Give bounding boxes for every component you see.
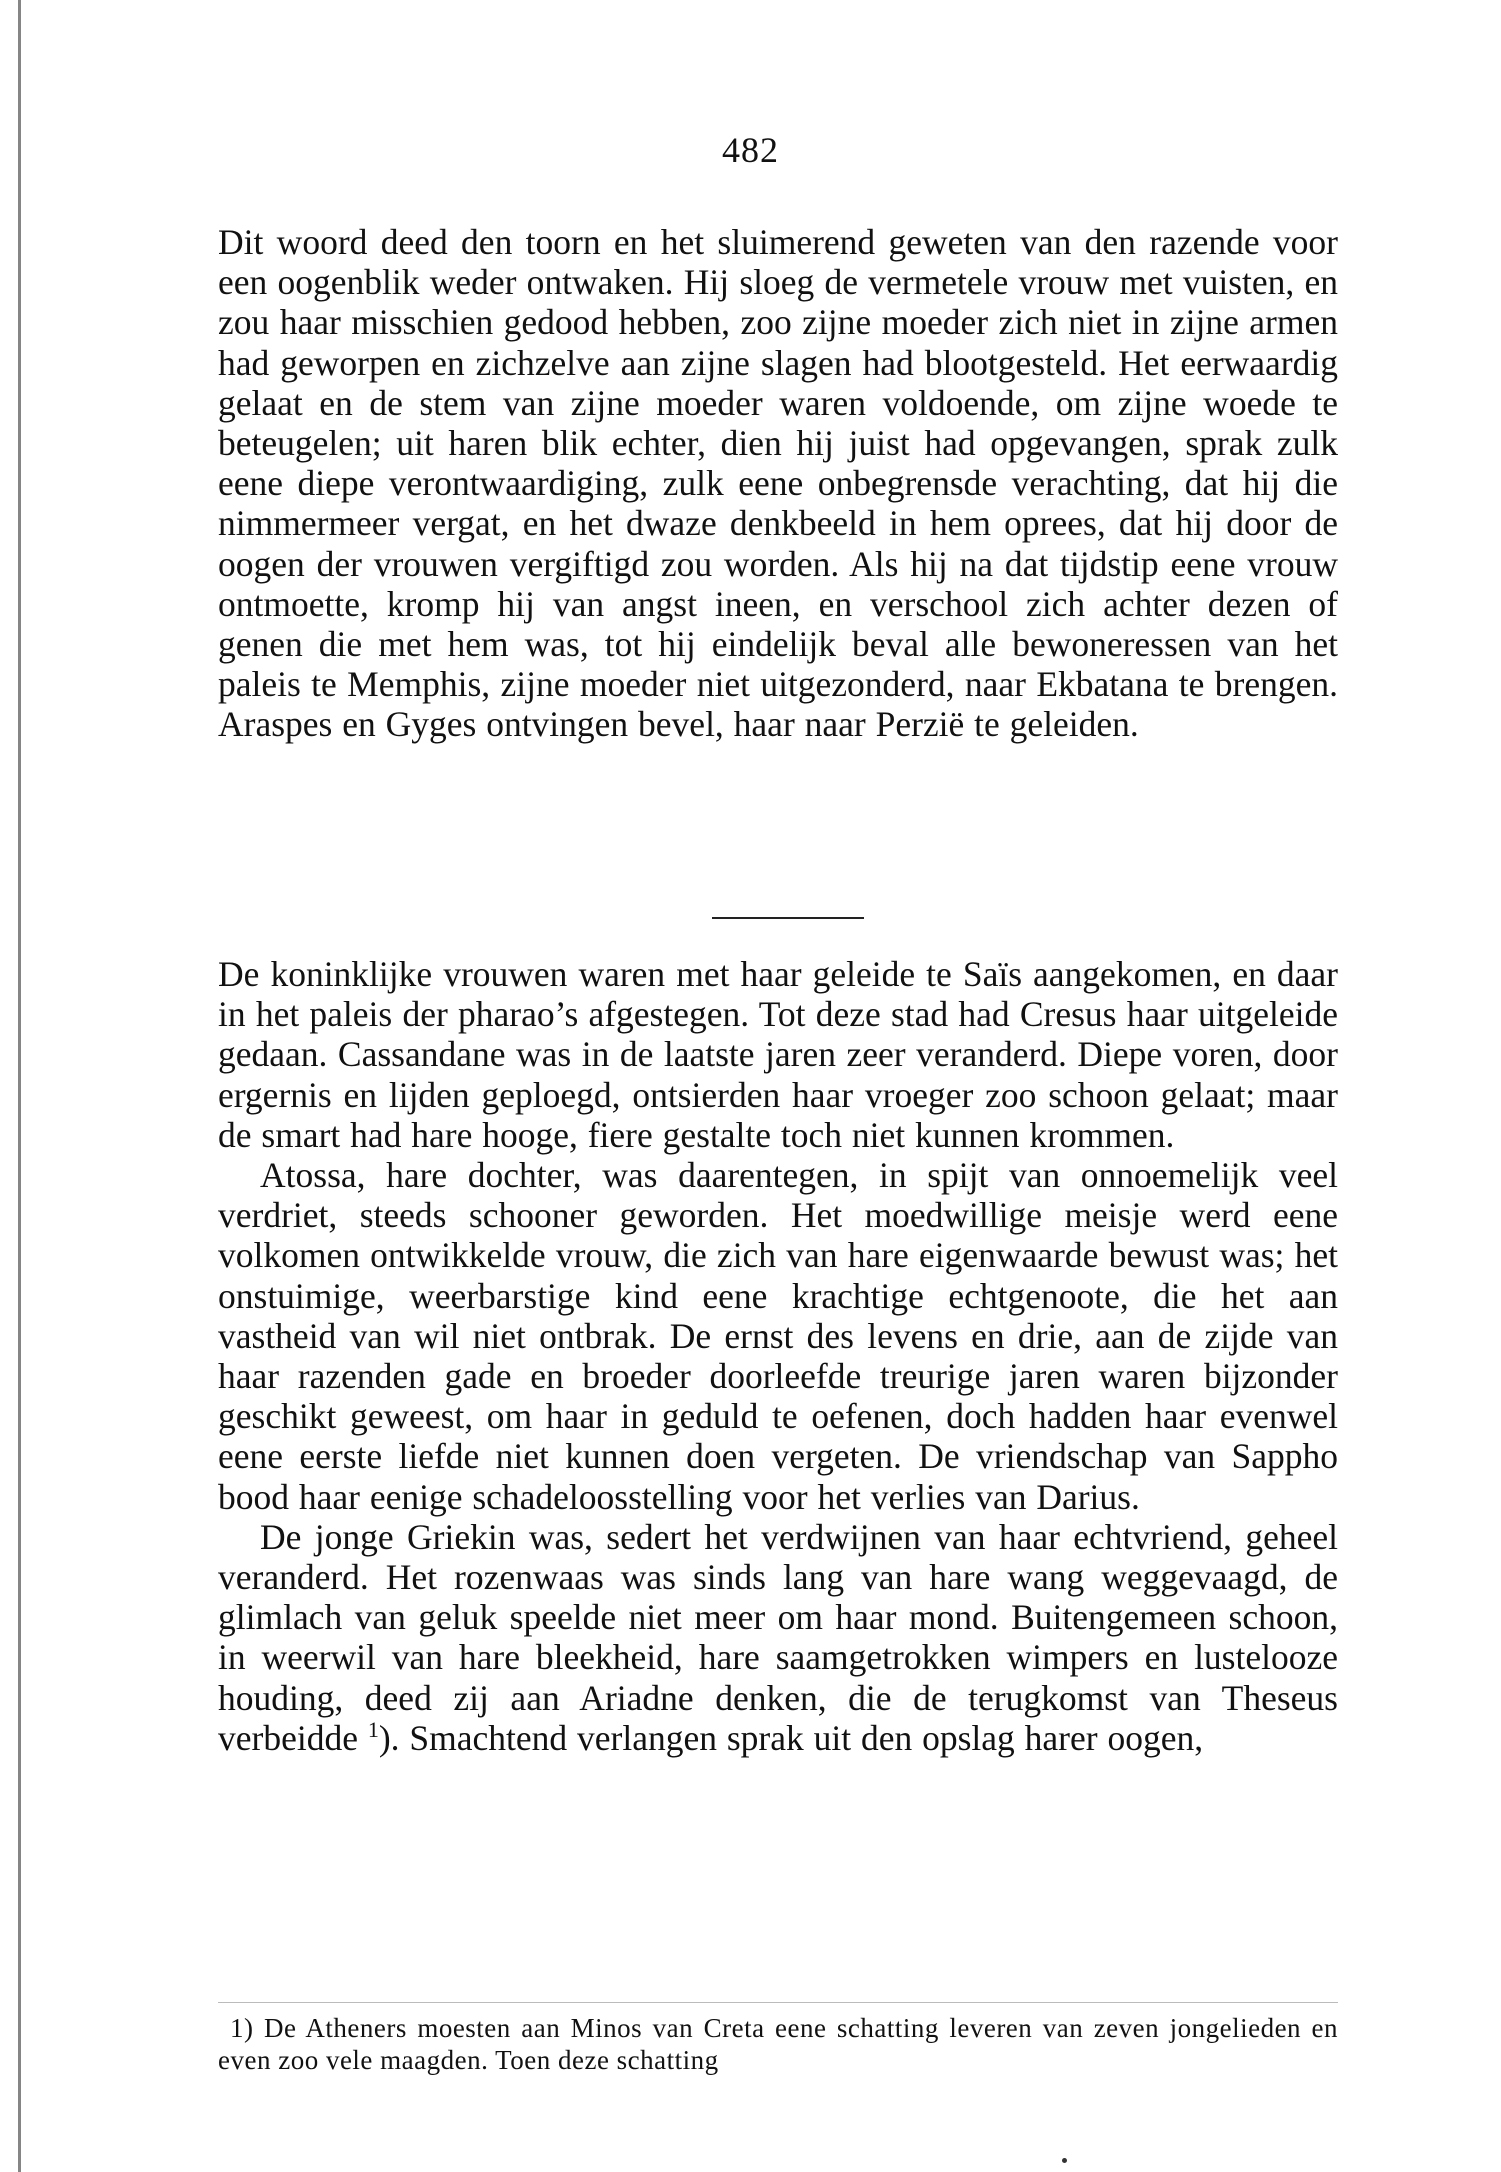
section-2 xyxy=(218,954,1338,1758)
footnote: 1) De Atheners moesten aan Minos van Creta eene schatting leveren van zeven jongelieden en even zoo vele maagden. Toen deze schatting xyxy=(218,2013,1338,2075)
paragraph-text: ). Smachtend verlangen sprak uit den opslag harer oogen, xyxy=(378,1717,1204,1758)
print-speck xyxy=(1062,2158,1067,2163)
footnote-reference[interactable]: 1 xyxy=(367,1717,379,1743)
paragraph xyxy=(218,1517,1338,1758)
footnote-separator xyxy=(218,2002,1338,2003)
paragraph-text: De jonge Griekin was, sedert het verdwijnen van haar echtvriend, geheel veranderd. Het rozenwaas was sinds lang van hare wang weggevaagd, de glimlach van geluk speelde niet meer om haar mond. Buitengemeen schoon, in weerwil van hare bleekheid, hare saamgetrokken wimpers en lustelooze houding, deed zij aan Ariadne denken, die de terugkomst van Theseus verbeidde xyxy=(218,1516,1338,1758)
footnotes xyxy=(218,2012,1338,2076)
paragraph: Atossa, hare dochter, was daarentegen, in spijt van onnoemelijk veel verdriet, steeds schooner geworden. Het moedwillige meisje werd eene volkomen ontwikkelde vrouw, die zich van hare eigenwaarde bewust was; het onstuimige, weerbarstige kind eene krachtige echtgenoote, die het aan vastheid van wil niet ontbrak. De ernst des levens en drie, aan de zijde van haar razenden gade en broeder doorleefde treurige jaren waren bijzonder geschikt geweest, om haar in geduld te oefenen, doch hadden haar evenwel eene eerste liefde niet kunnen doen vergeten. De vriendschap van Sappho bood haar eenige schadeloosstelling voor het verlies van Darius. xyxy=(218,1155,1338,1517)
paragraph: Dit woord deed den toorn en het sluimerend geweten van den razende voor een oogenblik weder ontwaken. Hij sloeg de vermetele vrouw met vuisten, en zou haar misschien gedood hebben, zoo zijne moeder zich niet in zijne armen had geworpen en zichzelve aan zijne slagen had blootgesteld. Het eerwaardig gelaat en de stem van zijne moeder waren voldoende, om zijne woede te beteugelen; uit haren blik echter, dien hij juist had opgevangen, sprak zulk eene diepe verontwaardiging, zulk eene onbegrensde verachting, dat hij die nimmermeer vergat, en het dwaze denkbeeld in hem oprees, dat hij door de oogen der vrouwen vergiftigd zou worden. Als hij na dat tijdstip eene vrouw ontmoette, kromp hij van angst ineen, en verschool zich achter dezen of genen die met hem was, tot hij eindelijk beval alle bewoneressen van het paleis te Memphis, zijne moeder niet uitgezonderd, naar Ekbatana te brengen. Araspes en Gyges ontvingen bevel, haar naar Perzië te geleiden. xyxy=(218,222,1338,745)
scan-binding-edge xyxy=(18,0,32,2172)
section-1 xyxy=(218,222,1338,745)
section-divider xyxy=(712,917,864,919)
paragraph: De koninklijke vrouwen waren met haar geleide te Saïs aangekomen, en daar in het paleis der pharao’s afgestegen. Tot deze stad had Cresus haar uitgeleide gedaan. Cassandane was in de laatste jaren zeer veranderd. Diepe voren, door ergernis en lijden geploegd, ontsierden haar vroeger zoo schoon gelaat; maar de smart had hare hooge, fiere gestalte toch niet kunnen krommen. xyxy=(218,954,1338,1155)
page-number: 482 xyxy=(722,130,779,170)
